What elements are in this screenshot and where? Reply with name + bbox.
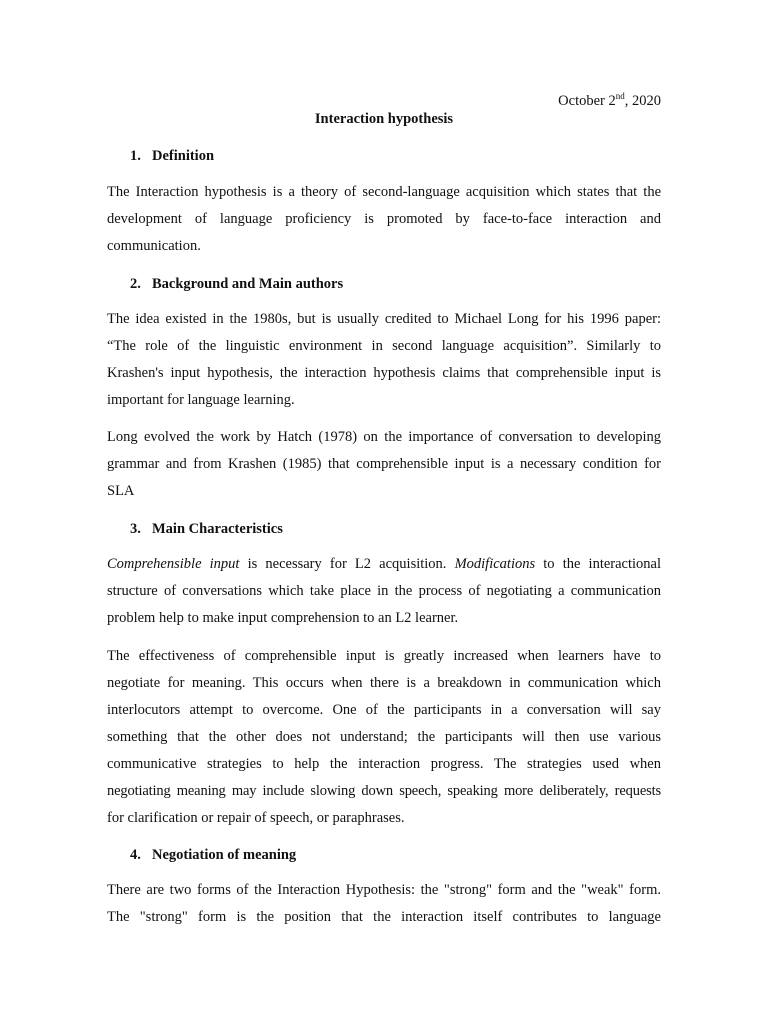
text-line: problem help to make input comprehension to an L2 learner. — [107, 610, 459, 626]
text-line: negotiating meaning may include slowing down speech, speaking more deliberately, requests — [107, 783, 661, 799]
section-heading-characteristics — [130, 518, 283, 540]
text-line: interlocutors attempt to overcome. One of the participants in a conversation will say — [107, 702, 661, 718]
text-line: for clarification or repair of speech, or paraphrases. — [107, 810, 405, 826]
section-title: Main Characteristics — [152, 521, 283, 537]
text-line: “The role of the linguistic environment in second language acquisition”. Similarly to — [107, 338, 661, 354]
text-line: There are two forms of the Interaction Hypothesis: the "strong" form and the "weak" form. — [107, 882, 661, 898]
paragraph-definition — [107, 179, 661, 260]
section-title: Background and Main authors — [152, 276, 344, 292]
text-line: structure of conversations which take place in the process of negotiating a communication — [107, 583, 661, 599]
section-heading-definition — [130, 145, 214, 167]
text-line: communicative strategies to help the interaction progress. The strategies used when — [107, 756, 661, 772]
section-heading-negotiation — [130, 844, 296, 866]
date-year: , 2020 — [624, 93, 661, 109]
text-span: is necessary for L2 acquisition. — [239, 556, 455, 572]
paragraph-characteristics-1 — [107, 551, 661, 632]
date-month-day: October 2 — [558, 93, 616, 109]
section-title: Negotiation of meaning — [152, 847, 297, 863]
text-line: Long evolved the work by Hatch (1978) on the importance of conversation to developing — [107, 429, 661, 445]
text-line: communication. — [107, 238, 201, 254]
text-line: SLA — [107, 483, 135, 499]
text-line: Krashen's input hypothesis, the interaction hypothesis claims that comprehensible input is — [107, 365, 661, 381]
section-number: 4. — [130, 847, 141, 863]
italic-term: Modifications — [454, 556, 536, 572]
text-line: The Interaction hypothesis is a theory of second-language acquisition which states that the — [107, 184, 661, 200]
section-number: 2. — [130, 276, 141, 292]
text-line: grammar and from Krashen (1985) that comprehensible input is a necessary condition for — [107, 456, 661, 472]
section-number: 1. — [130, 148, 141, 164]
text-span: to the interactional — [535, 556, 662, 572]
paragraph-background-1 — [107, 306, 661, 414]
italic-term: Comprehensible input — [107, 556, 240, 572]
paragraph-negotiation — [107, 877, 661, 931]
document-title: Interaction hypothesis — [314, 111, 454, 127]
text-line: negotiate for meaning. This occurs when there is a breakdown in communication which — [107, 675, 661, 691]
text-line-mixed — [107, 551, 661, 578]
text-line: important for language learning. — [107, 392, 295, 408]
text-line: something that the other does not understand; the participants will then use various — [107, 729, 661, 745]
paragraph-characteristics-2 — [107, 643, 661, 832]
date-superscript: nd — [615, 91, 625, 101]
text-line: The "strong" form is the position that the interaction itself contributes to language — [107, 909, 661, 925]
text-line: The idea existed in the 1980s, but is usually credited to Michael Long for his 1996 paper: — [107, 311, 661, 327]
paragraph-background-2 — [107, 424, 661, 505]
section-heading-background — [130, 273, 343, 295]
text-line: development of language proficiency is promoted by face-to-face interaction and — [107, 211, 661, 227]
section-title: Definition — [152, 148, 215, 164]
section-number: 3. — [130, 521, 141, 537]
text-line: The effectiveness of comprehensible input is greatly increased when learners have to — [107, 648, 661, 664]
